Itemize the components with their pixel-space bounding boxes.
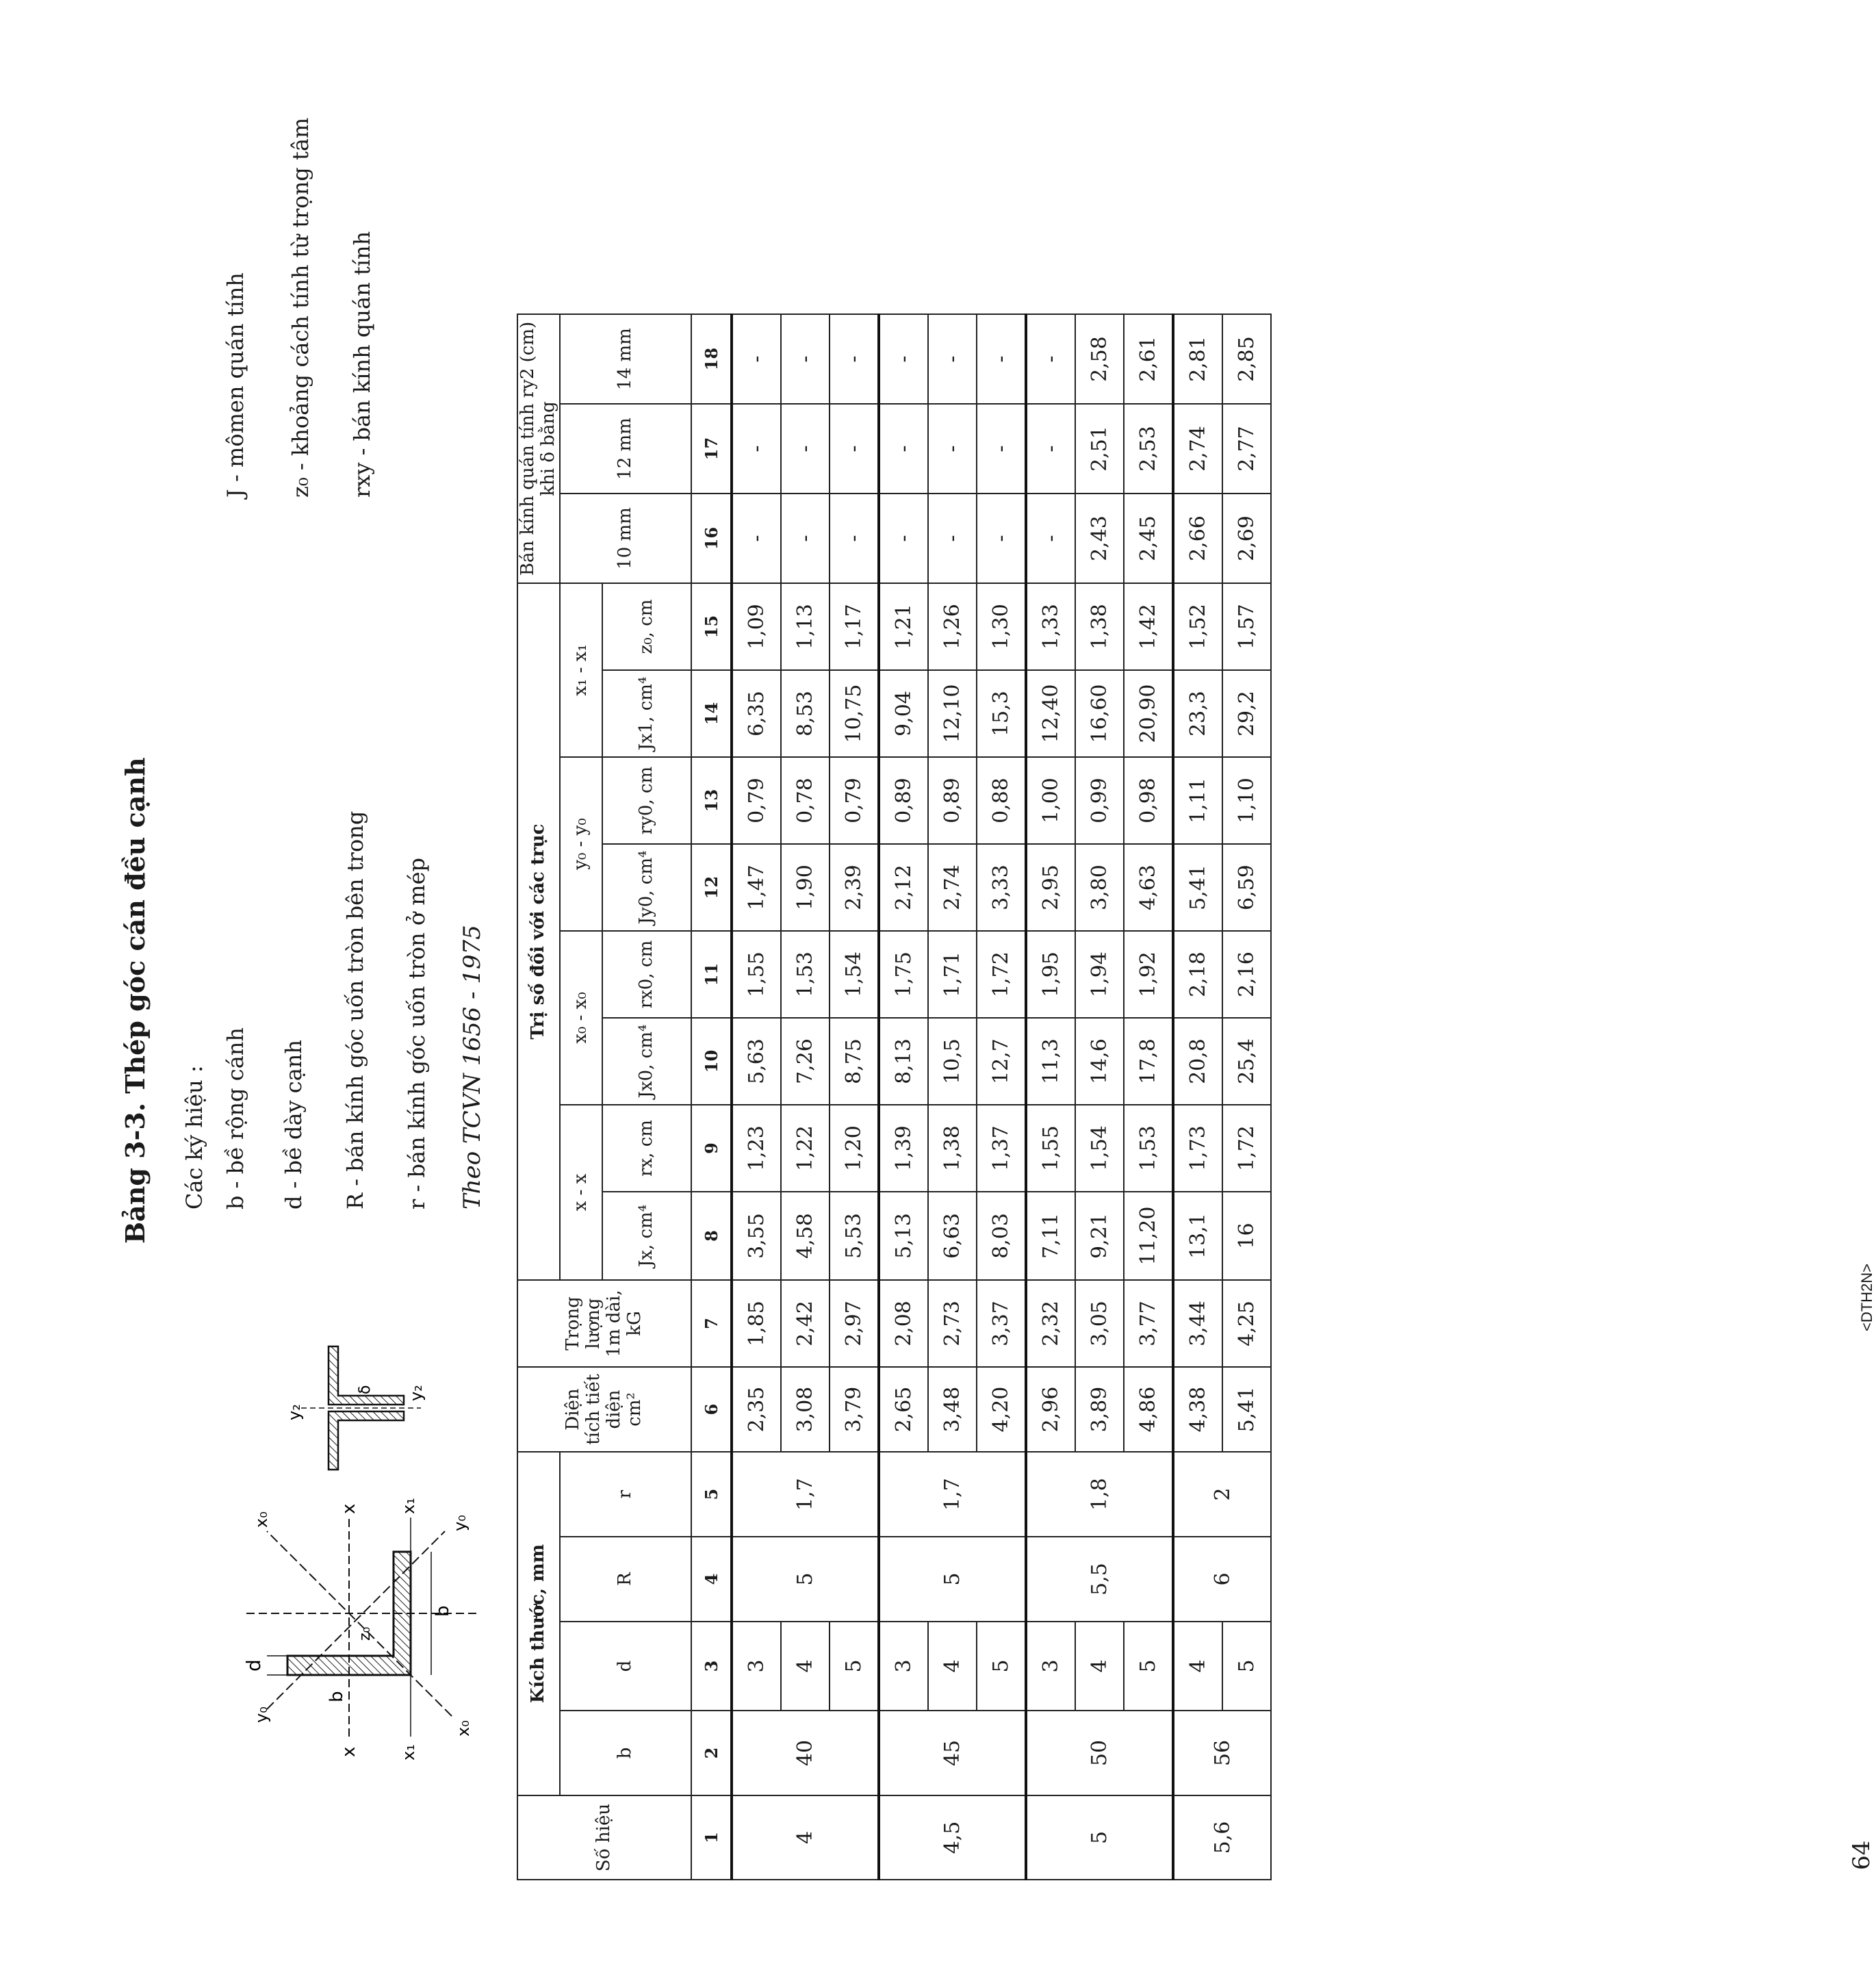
fig1-label-z0: z₀ xyxy=(357,1626,374,1641)
cell-R: 5,5 xyxy=(1026,1537,1173,1622)
fig1-label-x-left: x xyxy=(339,1746,359,1757)
cell-Jx: 5,53 xyxy=(830,1192,879,1280)
cell-rx: 1,38 xyxy=(928,1105,977,1192)
fig2-label-delta: δ xyxy=(357,1385,374,1394)
header-col-rx0: rx0, cm xyxy=(602,931,691,1018)
header-axis-y0: y₀ - y₀ xyxy=(560,757,602,931)
header-col-d: d xyxy=(560,1622,691,1711)
cell-ry2-14: - xyxy=(732,314,781,404)
cell-ry0: 1,11 xyxy=(1173,757,1222,844)
double-angle-figure xyxy=(287,1319,424,1497)
cell-Jx1: 15,3 xyxy=(977,670,1026,757)
cell-d: 5 xyxy=(1222,1622,1271,1711)
index-cell: 7 xyxy=(691,1280,732,1367)
cell-Jx: 16 xyxy=(1222,1192,1271,1280)
index-cell: 2 xyxy=(691,1711,732,1795)
cell-rx: 1,73 xyxy=(1173,1105,1222,1192)
table-body xyxy=(732,314,1271,1880)
legend-item-J: J - mômen quán tính xyxy=(222,272,248,498)
table-row xyxy=(928,314,977,1880)
cell-ry0: 0,98 xyxy=(1124,757,1173,844)
cell-Jx0: 7,26 xyxy=(781,1018,830,1105)
cell-area: 4,20 xyxy=(977,1367,1026,1452)
cell-area: 2,65 xyxy=(879,1367,928,1452)
header-col-Jy0: Jy0, cm⁴ xyxy=(602,844,691,931)
index-cell: 12 xyxy=(691,844,732,931)
cell-area: 2,35 xyxy=(732,1367,781,1452)
cell-Jx: 8,03 xyxy=(977,1192,1026,1280)
cell-b: 40 xyxy=(732,1711,879,1795)
cell-area: 3,48 xyxy=(928,1367,977,1452)
cell-ry0: 0,89 xyxy=(928,757,977,844)
cell-weight: 2,73 xyxy=(928,1280,977,1367)
header-so-hieu: Số hiệu xyxy=(517,1795,691,1880)
fig1-label-y0-bottom: y₀ xyxy=(450,1515,470,1531)
header-col-Jx: Jx, cm⁴ xyxy=(602,1192,691,1280)
cell-Jx: 6,63 xyxy=(928,1192,977,1280)
cell-Jx1: 6,35 xyxy=(732,670,781,757)
cell-d: 5 xyxy=(830,1622,879,1711)
cell-rx0: 1,53 xyxy=(781,931,830,1018)
cell-Jx0: 8,75 xyxy=(830,1018,879,1105)
table-row xyxy=(1075,314,1124,1880)
cell-b: 50 xyxy=(1026,1711,1173,1795)
cell-ry2-10: 2,43 xyxy=(1075,494,1124,583)
cell-area: 4,86 xyxy=(1124,1367,1173,1452)
cell-rx0: 1,92 xyxy=(1124,931,1173,1018)
cell-Jy0: 1,90 xyxy=(781,844,830,931)
page-number: 64 xyxy=(1848,1840,1875,1870)
cell-Jx: 7,11 xyxy=(1026,1192,1075,1280)
cell-Jy0: 1,47 xyxy=(732,844,781,931)
cell-ry0: 0,79 xyxy=(830,757,879,844)
cell-Jx0: 8,13 xyxy=(879,1018,928,1105)
cell-weight: 1,85 xyxy=(732,1280,781,1367)
table-row xyxy=(781,314,830,1880)
index-cell: 6 xyxy=(691,1367,732,1452)
header-axis-x0: x₀ - x₀ xyxy=(560,931,602,1105)
cell-ry2-14: 2,81 xyxy=(1173,314,1222,404)
cell-rx: 1,37 xyxy=(977,1105,1026,1192)
header-ban-kinh: Bán kính quán tính ry2 (cm) khi δ bằng xyxy=(517,314,560,583)
index-cell: 15 xyxy=(691,583,732,670)
index-cell: 16 xyxy=(691,494,732,583)
cell-d: 5 xyxy=(1124,1622,1173,1711)
cell-b: 45 xyxy=(879,1711,1026,1795)
cell-d: 4 xyxy=(1173,1622,1222,1711)
cell-Jx0: 5,63 xyxy=(732,1018,781,1105)
cell-ry2-10: - xyxy=(830,494,879,583)
index-cell: 11 xyxy=(691,931,732,1018)
cell-Jx1: 12,10 xyxy=(928,670,977,757)
steel-angle-table xyxy=(517,314,1272,1880)
cell-rx: 1,72 xyxy=(1222,1105,1271,1192)
cell-Jy0: 3,33 xyxy=(977,844,1026,931)
cell-so-hieu: 4,5 xyxy=(879,1795,1026,1880)
index-cell: 8 xyxy=(691,1192,732,1280)
cell-z0: 1,33 xyxy=(1026,583,1075,670)
cell-ry2-12: - xyxy=(879,404,928,494)
cell-Jy0: 4,63 xyxy=(1124,844,1173,931)
index-cell: 1 xyxy=(691,1795,732,1880)
cell-area: 3,89 xyxy=(1075,1367,1124,1452)
index-cell: 17 xyxy=(691,404,732,494)
cell-Jx1: 12,40 xyxy=(1026,670,1075,757)
cell-ry2-12: 2,53 xyxy=(1124,404,1173,494)
cell-Jx1: 20,90 xyxy=(1124,670,1173,757)
header-col-z0: z₀, cm xyxy=(602,583,691,670)
legend-item-rxy: rxy - bán kính quán tính xyxy=(349,231,375,498)
cell-area: 2,96 xyxy=(1026,1367,1075,1452)
cell-ry0: 1,00 xyxy=(1026,757,1075,844)
angle-section-figure xyxy=(205,1490,500,1778)
cell-ry2-14: 2,61 xyxy=(1124,314,1173,404)
header-axis-x1: x₁ - x₁ xyxy=(560,583,602,757)
cell-R: 5 xyxy=(879,1537,1026,1622)
cell-Jy0: 2,12 xyxy=(879,844,928,931)
cell-d: 4 xyxy=(1075,1622,1124,1711)
cell-ry2-10: 2,66 xyxy=(1173,494,1222,583)
cell-Jx0: 12,7 xyxy=(977,1018,1026,1105)
table-row xyxy=(1124,314,1173,1880)
cell-rx: 1,39 xyxy=(879,1105,928,1192)
cell-ry0: 1,10 xyxy=(1222,757,1271,844)
legend-title: Các ký hiệu : xyxy=(181,1065,207,1210)
fig1-label-x0-top: x₀ xyxy=(252,1511,271,1528)
cell-d: 3 xyxy=(1026,1622,1075,1711)
fig1-label-x-right: x xyxy=(339,1503,359,1514)
cell-ry2-12: 2,51 xyxy=(1075,404,1124,494)
cell-weight: 4,25 xyxy=(1222,1280,1271,1367)
cell-ry2-12: - xyxy=(781,404,830,494)
cell-z0: 1,09 xyxy=(732,583,781,670)
cell-R: 6 xyxy=(1173,1537,1271,1622)
cell-rx0: 2,18 xyxy=(1173,931,1222,1018)
cell-Jx: 13,1 xyxy=(1173,1192,1222,1280)
header-col-Jx1: Jx1, cm⁴ xyxy=(602,670,691,757)
legend-item-b: b - bề rộng cánh xyxy=(222,1027,248,1210)
header-kich-thuoc: Kích thước, mm xyxy=(517,1452,560,1795)
cell-Jx: 3,55 xyxy=(732,1192,781,1280)
table-row xyxy=(1222,314,1271,1880)
cell-Jx1: 10,75 xyxy=(830,670,879,757)
cell-z0: 1,21 xyxy=(879,583,928,670)
legend-item-r: r - bán kính góc uốn tròn ở mép xyxy=(404,857,430,1210)
cell-area: 3,79 xyxy=(830,1367,879,1452)
cell-so-hieu: 5,6 xyxy=(1173,1795,1271,1880)
fig1-label-x1-right: x₁ xyxy=(399,1498,418,1514)
cell-ry2-12: - xyxy=(830,404,879,494)
cell-z0: 1,52 xyxy=(1173,583,1222,670)
cell-Jx0: 20,8 xyxy=(1173,1018,1222,1105)
fig1-label-b-bottom: b xyxy=(433,1605,453,1617)
index-cell: 18 xyxy=(691,314,732,404)
cell-z0: 1,13 xyxy=(781,583,830,670)
cell-Jx1: 8,53 xyxy=(781,670,830,757)
cell-Jy0: 5,41 xyxy=(1173,844,1222,931)
cell-Jx1: 23,3 xyxy=(1173,670,1222,757)
header-axis-x: x - x xyxy=(560,1105,602,1280)
cell-rx0: 1,75 xyxy=(879,931,928,1018)
table-row xyxy=(1026,314,1075,1880)
table-row xyxy=(977,314,1026,1880)
cell-rx0: 1,72 xyxy=(977,931,1026,1018)
cell-rx: 1,23 xyxy=(732,1105,781,1192)
cell-d: 4 xyxy=(781,1622,830,1711)
cell-ry0: 0,89 xyxy=(879,757,928,844)
cell-rx: 1,53 xyxy=(1124,1105,1173,1192)
cell-ry2-10: 2,69 xyxy=(1222,494,1271,583)
cell-ry2-12: - xyxy=(732,404,781,494)
fig1-label-b-left: b xyxy=(326,1691,347,1702)
cell-d: 3 xyxy=(879,1622,928,1711)
cell-ry2-14: - xyxy=(1026,314,1075,404)
header-col-r: r xyxy=(560,1452,691,1537)
cell-weight: 3,05 xyxy=(1075,1280,1124,1367)
cell-Jy0: 2,74 xyxy=(928,844,977,931)
cell-ry2-10: - xyxy=(977,494,1026,583)
fig1-label-y0-top: y₀ xyxy=(252,1706,271,1723)
cell-rx: 1,54 xyxy=(1075,1105,1124,1192)
cell-Jx1: 9,04 xyxy=(879,670,928,757)
cell-ry2-10: - xyxy=(928,494,977,583)
fig1-label-x1-left: x₁ xyxy=(399,1744,418,1761)
cell-z0: 1,42 xyxy=(1124,583,1173,670)
cell-weight: 2,42 xyxy=(781,1280,830,1367)
cell-Jx1: 29,2 xyxy=(1222,670,1271,757)
cell-weight: 2,08 xyxy=(879,1280,928,1367)
cell-weight: 3,77 xyxy=(1124,1280,1173,1367)
header-col-10mm: 10 mm xyxy=(560,494,691,583)
cell-ry2-14: - xyxy=(879,314,928,404)
table-row xyxy=(732,314,781,1880)
cell-Jx1: 16,60 xyxy=(1075,670,1124,757)
cell-Jx0: 25,4 xyxy=(1222,1018,1271,1105)
cell-ry2-14: - xyxy=(830,314,879,404)
cell-ry2-10: 2,45 xyxy=(1124,494,1173,583)
cell-ry2-12: 2,77 xyxy=(1222,404,1271,494)
index-cell: 10 xyxy=(691,1018,732,1105)
index-cell: 9 xyxy=(691,1105,732,1192)
watermark: <DTH2N> xyxy=(1858,1263,1875,1331)
cell-ry2-10: - xyxy=(879,494,928,583)
header-col-Jx0: Jx0, cm⁴ xyxy=(602,1018,691,1105)
cell-Jx0: 11,3 xyxy=(1026,1018,1075,1105)
header-col-rx: rx, cm xyxy=(602,1105,691,1192)
cell-ry2-14: - xyxy=(977,314,1026,404)
index-cell: 13 xyxy=(691,757,732,844)
cell-ry0: 0,99 xyxy=(1075,757,1124,844)
cell-ry2-12: 2,74 xyxy=(1173,404,1222,494)
cell-rx0: 1,94 xyxy=(1075,931,1124,1018)
cell-b: 56 xyxy=(1173,1711,1271,1795)
cell-ry2-10: - xyxy=(781,494,830,583)
cell-Jy0: 6,59 xyxy=(1222,844,1271,931)
cell-r: 1,7 xyxy=(732,1452,879,1537)
cell-z0: 1,57 xyxy=(1222,583,1271,670)
legend-item-z0: z₀ - khoảng cách tính từ trọng tâm xyxy=(287,117,313,498)
cell-Jx: 5,13 xyxy=(879,1192,928,1280)
cell-rx: 1,20 xyxy=(830,1105,879,1192)
legend-item-d: d - bề dày cạnh xyxy=(281,1039,307,1210)
cell-ry2-14: - xyxy=(928,314,977,404)
index-cell: 5 xyxy=(691,1452,732,1537)
cell-so-hieu: 4 xyxy=(732,1795,879,1880)
column-index-row xyxy=(691,314,732,1880)
table-row xyxy=(1173,314,1222,1880)
cell-Jx: 9,21 xyxy=(1075,1192,1124,1280)
cell-ry2-14: 2,85 xyxy=(1222,314,1271,404)
cell-ry0: 0,79 xyxy=(732,757,781,844)
cell-ry2-14: 2,58 xyxy=(1075,314,1124,404)
header-col-ry0: ry0, cm xyxy=(602,757,691,844)
table-row xyxy=(879,314,928,1880)
fig2-label-y2-bottom: y₂ xyxy=(407,1385,426,1401)
cell-ry2-10: - xyxy=(1026,494,1075,583)
cell-z0: 1,26 xyxy=(928,583,977,670)
cell-ry2-12: - xyxy=(1026,404,1075,494)
cell-rx0: 2,16 xyxy=(1222,931,1271,1018)
cell-rx0: 1,95 xyxy=(1026,931,1075,1018)
cell-d: 3 xyxy=(732,1622,781,1711)
cell-ry0: 0,88 xyxy=(977,757,1026,844)
cell-Jx0: 17,8 xyxy=(1124,1018,1173,1105)
cell-Jy0: 3,80 xyxy=(1075,844,1124,931)
cell-Jy0: 2,95 xyxy=(1026,844,1075,931)
cell-weight: 3,44 xyxy=(1173,1280,1222,1367)
cell-rx: 1,22 xyxy=(781,1105,830,1192)
cell-Jx: 11,20 xyxy=(1124,1192,1173,1280)
cell-weight: 2,97 xyxy=(830,1280,879,1367)
cell-z0: 1,38 xyxy=(1075,583,1124,670)
cell-weight: 2,32 xyxy=(1026,1280,1075,1367)
cell-d: 5 xyxy=(977,1622,1026,1711)
cell-z0: 1,17 xyxy=(830,583,879,670)
header-col-R: R xyxy=(560,1537,691,1622)
cell-rx0: 1,71 xyxy=(928,931,977,1018)
legend-item-R: R - bán kính góc uốn tròn bên trong xyxy=(342,810,368,1210)
cell-r: 2 xyxy=(1173,1452,1271,1537)
table-row xyxy=(830,314,879,1880)
index-cell: 3 xyxy=(691,1622,732,1711)
index-cell: 4 xyxy=(691,1537,732,1622)
cell-ry2-14: - xyxy=(781,314,830,404)
fig1-label-d: d xyxy=(242,1659,265,1672)
cell-ry2-12: - xyxy=(928,404,977,494)
header-tri-so: Trị số đối với các trục xyxy=(517,583,560,1280)
header-col-14mm: 14 mm xyxy=(560,314,691,404)
cell-r: 1,7 xyxy=(879,1452,1026,1537)
cell-Jx: 4,58 xyxy=(781,1192,830,1280)
cell-area: 5,41 xyxy=(1222,1367,1271,1452)
cell-r: 1,8 xyxy=(1026,1452,1173,1537)
cell-ry2-12: - xyxy=(977,404,1026,494)
cell-rx: 1,55 xyxy=(1026,1105,1075,1192)
cell-Jx0: 14,6 xyxy=(1075,1018,1124,1105)
cell-so-hieu: 5 xyxy=(1026,1795,1173,1880)
cell-Jy0: 2,39 xyxy=(830,844,879,931)
cell-area: 4,38 xyxy=(1173,1367,1222,1452)
table-title: Bảng 3-3. Thép góc cán đều cạnh xyxy=(120,757,151,1244)
header-trong-luong: Trọng lượng 1m dài, kG xyxy=(517,1280,691,1367)
cell-weight: 3,37 xyxy=(977,1280,1026,1367)
cell-rx0: 1,54 xyxy=(830,931,879,1018)
cell-rx0: 1,55 xyxy=(732,931,781,1018)
cell-R: 5 xyxy=(732,1537,879,1622)
index-cell: 14 xyxy=(691,670,732,757)
standard-note: Theo TCVN 1656 - 1975 xyxy=(459,925,486,1210)
cell-z0: 1,30 xyxy=(977,583,1026,670)
fig2-label-y2-top: y₂ xyxy=(285,1404,304,1420)
cell-Jx0: 10,5 xyxy=(928,1018,977,1105)
cell-d: 4 xyxy=(928,1622,977,1711)
header-col-12mm: 12 mm xyxy=(560,404,691,494)
fig1-label-x0-bottom: x₀ xyxy=(454,1720,473,1737)
cell-ry0: 0,78 xyxy=(781,757,830,844)
header-col-b: b xyxy=(560,1711,691,1795)
cell-ry2-10: - xyxy=(732,494,781,583)
header-dien-tich: Diện tích tiết diện cm² xyxy=(517,1367,691,1452)
cell-area: 3,08 xyxy=(781,1367,830,1452)
